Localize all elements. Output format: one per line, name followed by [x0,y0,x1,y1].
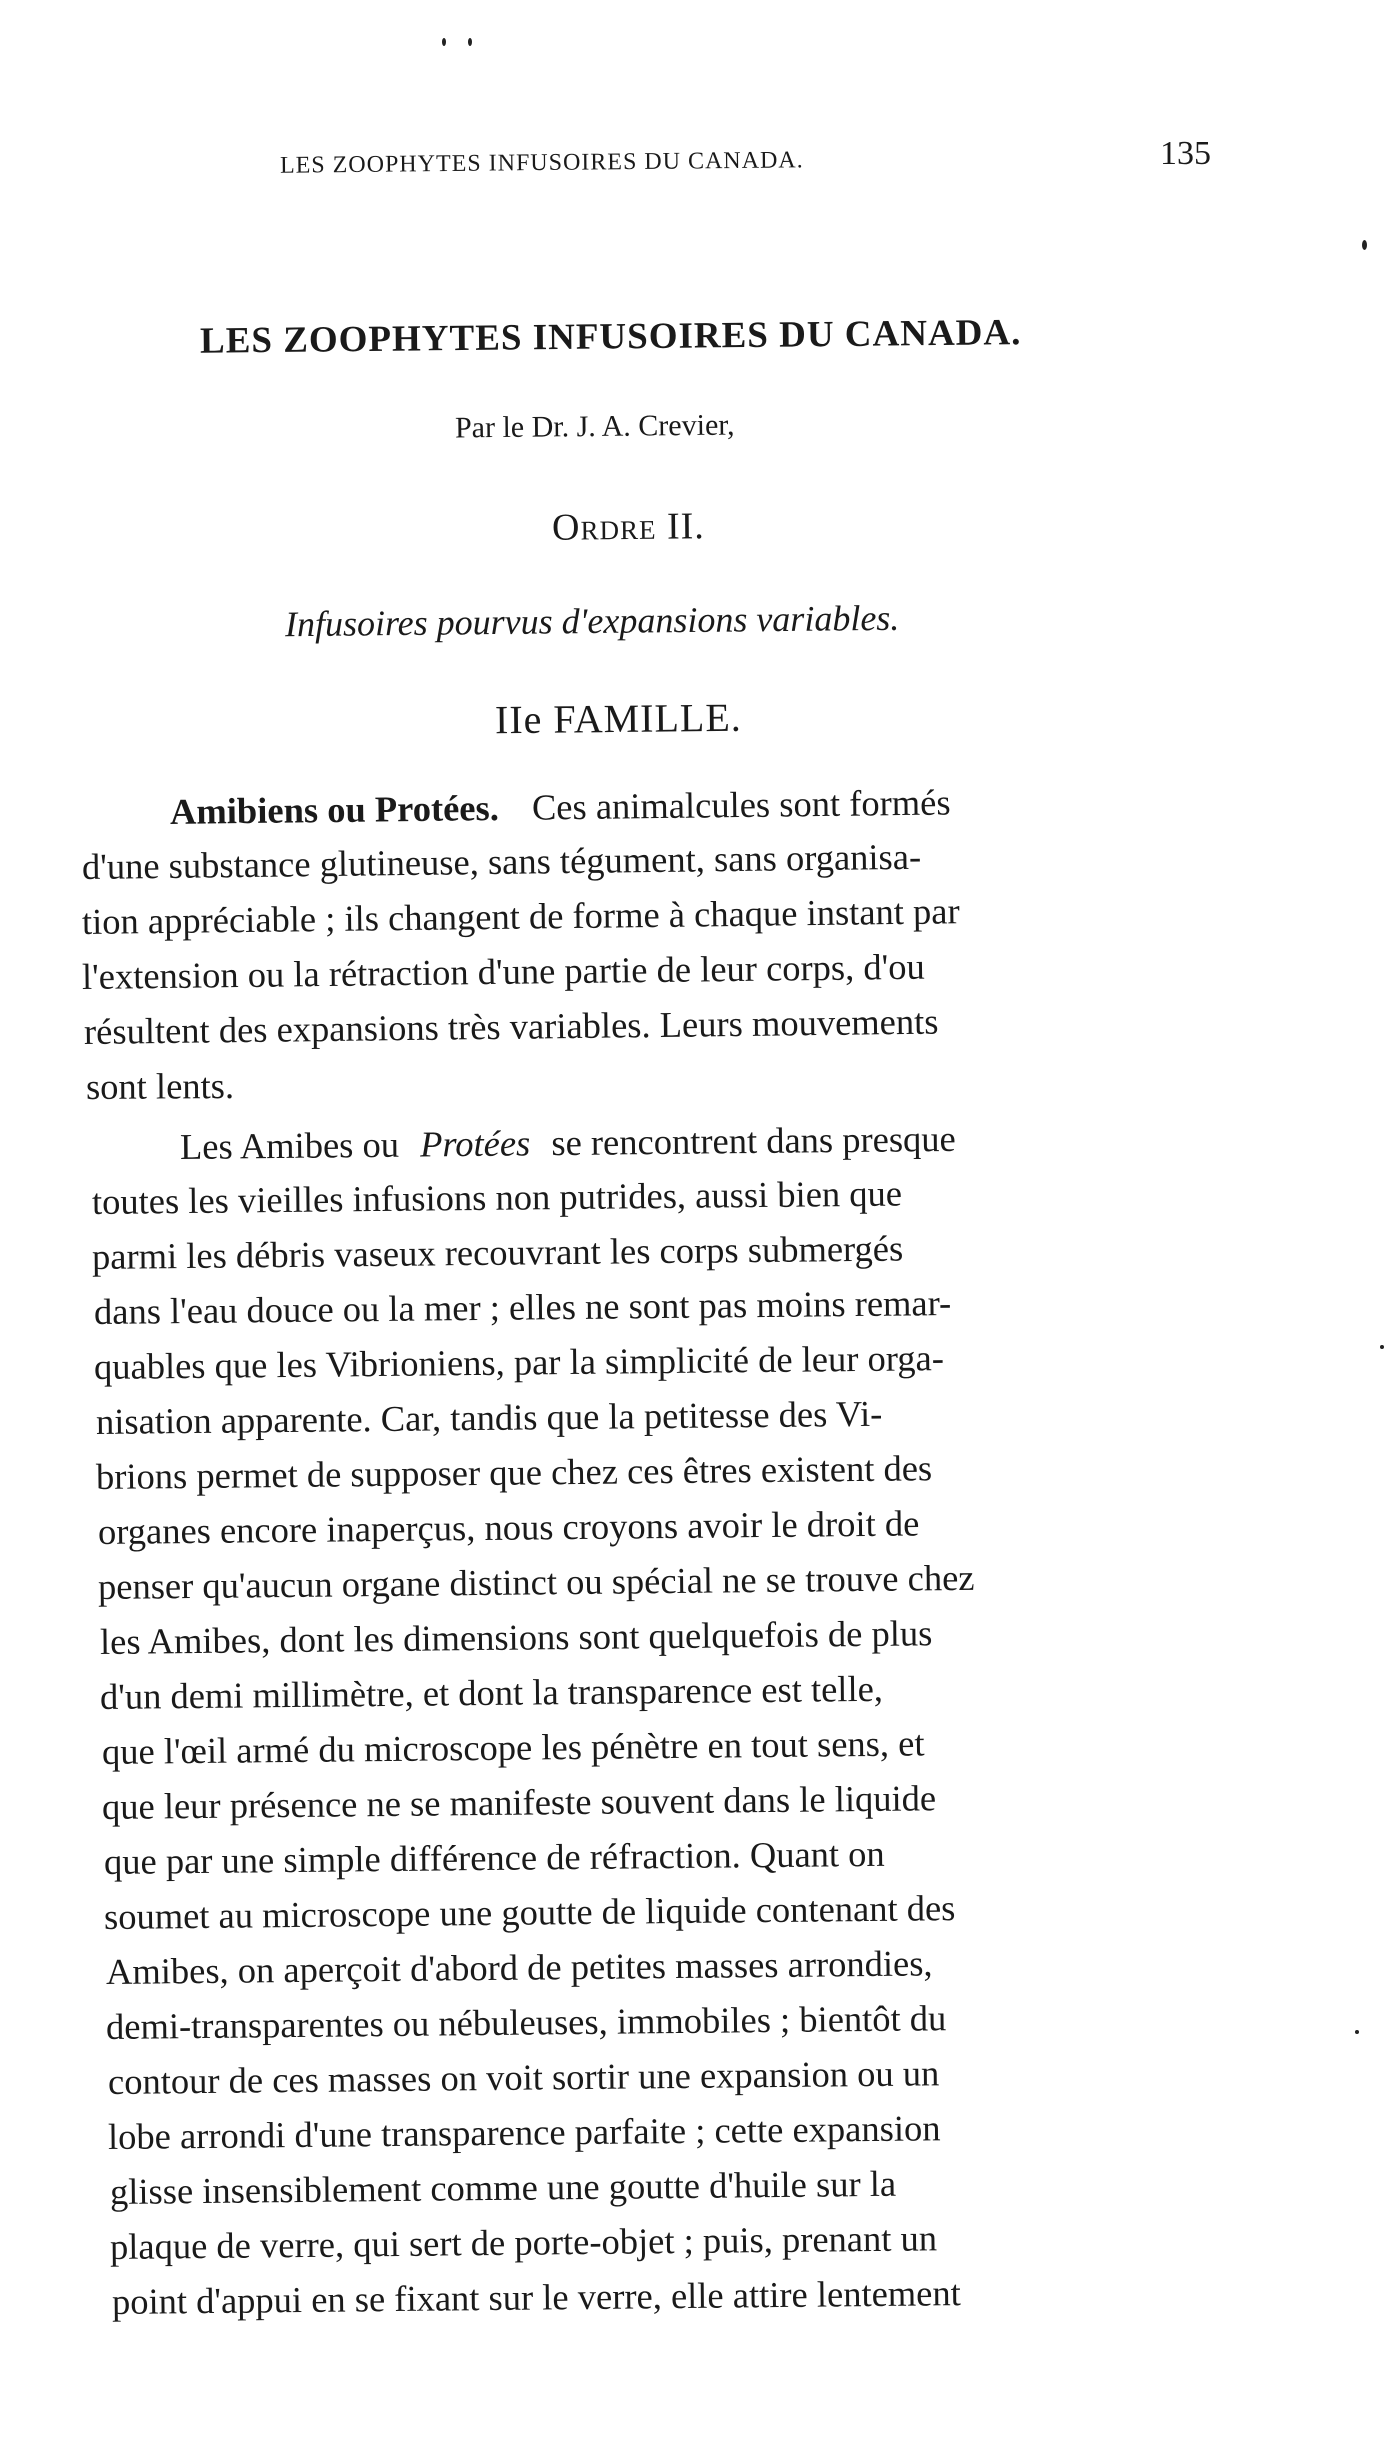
paragraph-2-line: lobe arrondi d'une transparence parfaite ; cette expansion [107,2107,941,2157]
paragraph-1-text: Ces animalcules sont formés [531,781,951,828]
paragraph-2-line: parmi les débris vaseux recouvrant les corps submergés [91,1227,904,1277]
paragraph-1-line: tion appréciable ; ils changent de forme à chaque instant par [81,890,960,942]
family-heading: IIe FAMILLE. [494,694,742,743]
paragraph-1-line: d'une substance glutineuse, sans tégument, sans organisa- [81,835,922,887]
scan-speck [442,38,446,46]
paragraph-2-line [180,1117,956,1168]
paragraph-2-line: contour de ces masses on voit sortir une expansion ou un [107,2052,940,2102]
article-title: LES ZOOPHYTES INFUSOIRES DU CANADA. [199,312,1022,362]
paragraph-1-line: sont lents. [85,1064,235,1107]
paragraph-2-line: que l'œil armé du microscope les pénètre en tout sens, et [101,1722,925,1772]
paragraph-2-line: les Amibes, dont les dimensions sont quelquefois de plus [99,1612,933,1662]
section-lead: Amibiens ou Protées. [169,786,500,832]
scan-speck [1355,2030,1359,2034]
paragraph-2-line: soumet au microscope une goutte de liquide contenant des [103,1887,956,1937]
paragraph-2-line: d'un demi millimètre, et dont la transparence est telle, [99,1667,884,1717]
paragraph-2-line: que par une simple différence de réfraction. Quant on [103,1832,885,1882]
scan-speck [1362,240,1367,250]
paragraph-2-line: plaque de verre, qui sert de porte-objet ; puis, prenant un [109,2217,938,2267]
scan-speck [468,38,472,46]
page-number: 135 [1160,135,1211,172]
paragraph-2-line: point d'appui en se fixant sur le verre, elle attire lentement [111,2272,961,2322]
paragraph-2-line: penser qu'aucun organe distinct ou spécial ne se trouve chez [97,1556,975,1607]
protees-italic: Protées [419,1122,531,1165]
paragraph-2-line: dans l'eau douce ou la mer ; elles ne sont pas moins remar- [93,1282,952,1332]
order-heading: Ordre II. [551,505,705,549]
paragraph-2-line: quables que les Vibrioniens, par la simplicité de leur orga- [93,1337,945,1387]
paragraph-1-line: l'extension ou la rétraction d'une partie de leur corps, d'ou [81,945,925,997]
paragraph-2-line: glisse insensiblement comme une goutte d'huile sur la [109,2162,897,2212]
paragraph-2-line: organes encore inaperçus, nous croyons avoir le droit de [97,1502,920,1552]
paragraph-2-text: Les Amibes ou [179,1123,400,1167]
author-line: Par le Dr. J. A. Crevier, [454,408,735,445]
paragraph-2-line: toutes les vieilles infusions non putrides, aussi bien que [91,1172,903,1222]
order-subtitle: Infusoires pourvus d'expansions variables. [284,597,900,645]
scan-speck [1380,1345,1384,1349]
running-head: LES ZOOPHYTES INFUSOIRES DU CANADA. [279,147,804,179]
paragraph-2-line: demi-transparentes ou nébuleuses, immobiles ; bientôt du [105,1997,947,2047]
paragraph-2-text: se rencontrent dans presque [551,1117,956,1164]
paragraph-2-line: brions permet de supposer que chez ces êtres existent des [95,1447,933,1497]
paragraph-2-line: nisation apparente. Car, tandis que la petitesse des Vi- [95,1392,883,1442]
paragraph-1-line [170,777,1230,833]
paragraph-1-line: résultent des expansions très variables. Leurs mouvements [83,1000,939,1052]
paragraph-2-line: Amibes, on aperçoit d'abord de petites masses arrondies, [105,1942,933,1992]
paragraph-2-line: que leur présence ne se manifeste souvent dans le liquide [101,1777,937,1827]
